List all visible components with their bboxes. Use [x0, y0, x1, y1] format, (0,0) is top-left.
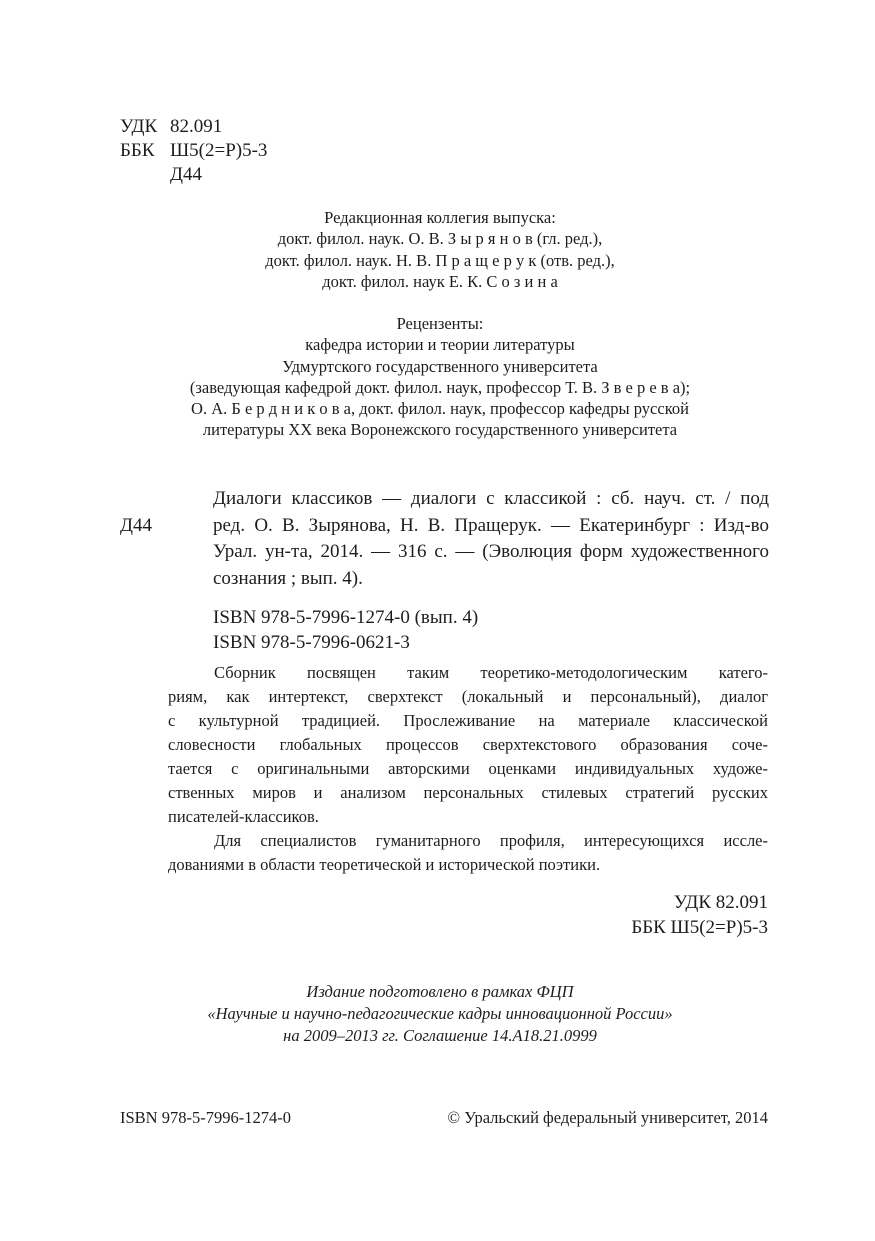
catalog-side-mark: Д44: [120, 515, 152, 536]
abstract-line: дованиями в области теоретической и исторической поэтики.: [168, 855, 601, 874]
udk-value: 82.091: [170, 116, 223, 137]
bbk-code: ББК Ш5(2=Р)5-3: [631, 917, 768, 938]
editorial-line: докт. филол. наук. Н. В. П р а щ е р у к (отв. ред.),: [265, 250, 615, 270]
editorial-line: докт. филол. наук Е. К. С о з и н а: [322, 271, 558, 291]
isbn-volume: ISBN 978-5-7996-1274-0 (вып. 4): [213, 607, 479, 628]
footer-isbn: ISBN 978-5-7996-1274-0: [120, 1108, 291, 1127]
abstract-line: риям, как интертекст, сверхтекст (локальный и персональный), диалог: [168, 687, 768, 706]
grant-note: [100, 981, 780, 1047]
author-mark-line: [120, 163, 267, 187]
abstract-line: писателей-классиков.: [168, 807, 319, 826]
abstract-line: ственных миров и анализом персональных стилевых стратегий русских: [168, 783, 768, 802]
udk-label: УДК: [120, 116, 158, 137]
reviewers: [100, 313, 780, 441]
reviewers-line: Удмуртского государственного университета: [282, 356, 598, 376]
editorial-board: [100, 207, 780, 292]
grant-line: на 2009–2013 гг. Соглашение 14.А18.21.0999: [283, 1026, 597, 1045]
catalog-line: Диалоги классиков — диалоги с классикой : сб. науч. ст. / под: [213, 488, 769, 509]
classification-block: [120, 115, 267, 187]
editorial-line: докт. филол. наук. О. В. З ы р я н о в (гл. ред.),: [277, 229, 603, 249]
abstract-line: Сборник посвящен таким теоретико-методологическим катего-: [214, 663, 768, 682]
reviewers-line: кафедра истории и теории литературы: [305, 335, 575, 355]
isbn-block: [213, 605, 478, 655]
grant-line: «Научные и научно-педагогические кадры инновационной России»: [207, 1004, 673, 1023]
classification-codes-right: [540, 890, 768, 940]
abstract-line: словесности глобальных процессов сверхтекстового образования соче-: [168, 735, 768, 754]
bbk-label: ББК: [120, 140, 155, 161]
reviewers-heading: Рецензенты:: [396, 314, 484, 333]
catalog-line: сознания ; вып. 4).: [213, 567, 363, 589]
catalog-line: ред. О. В. Зырянова, Н. В. Пращерук. — Екатеринбург : Изд-во: [213, 514, 769, 536]
reviewers-line: О. А. Б е р д н и к о в а, докт. филол. наук, профессор кафедры русской: [191, 399, 689, 419]
udk-code: УДК 82.091: [673, 892, 768, 913]
abstract: [168, 661, 768, 877]
author-mark: Д44: [170, 164, 202, 185]
editorial-heading: Редакционная коллегия выпуска:: [324, 208, 556, 227]
abstract-line: с культурной традицией. Прослеживание на материале классической: [168, 711, 768, 730]
reviewers-line: литературы XX века Воронежского государственного университета: [202, 420, 678, 440]
abstract-line: Для специалистов гуманитарного профиля, интересующихся иссле-: [214, 831, 768, 850]
reviewers-line: (заведующая кафедрой докт. филол. наук, профессор Т. В. З в е р е в а);: [189, 377, 691, 397]
grant-line: Издание подготовлено в рамках ФЦП: [306, 982, 574, 1001]
bbk-line: [120, 139, 267, 163]
isbn-series: ISBN 978-5-7996-0621-3: [213, 632, 410, 653]
bbk-value: Ш5(2=Р)5-3: [170, 140, 268, 161]
catalog-description: [213, 486, 769, 592]
catalog-line: Урал. ун-та, 2014. — 316 с. — (Эволюция форм художественного: [213, 541, 769, 562]
footer-copyright: © Уральский федеральный университет, 2014: [447, 1108, 768, 1127]
udk-line: [120, 115, 267, 139]
abstract-line: тается с оригинальными авторскими оценками индивидуальных художе-: [168, 759, 768, 778]
